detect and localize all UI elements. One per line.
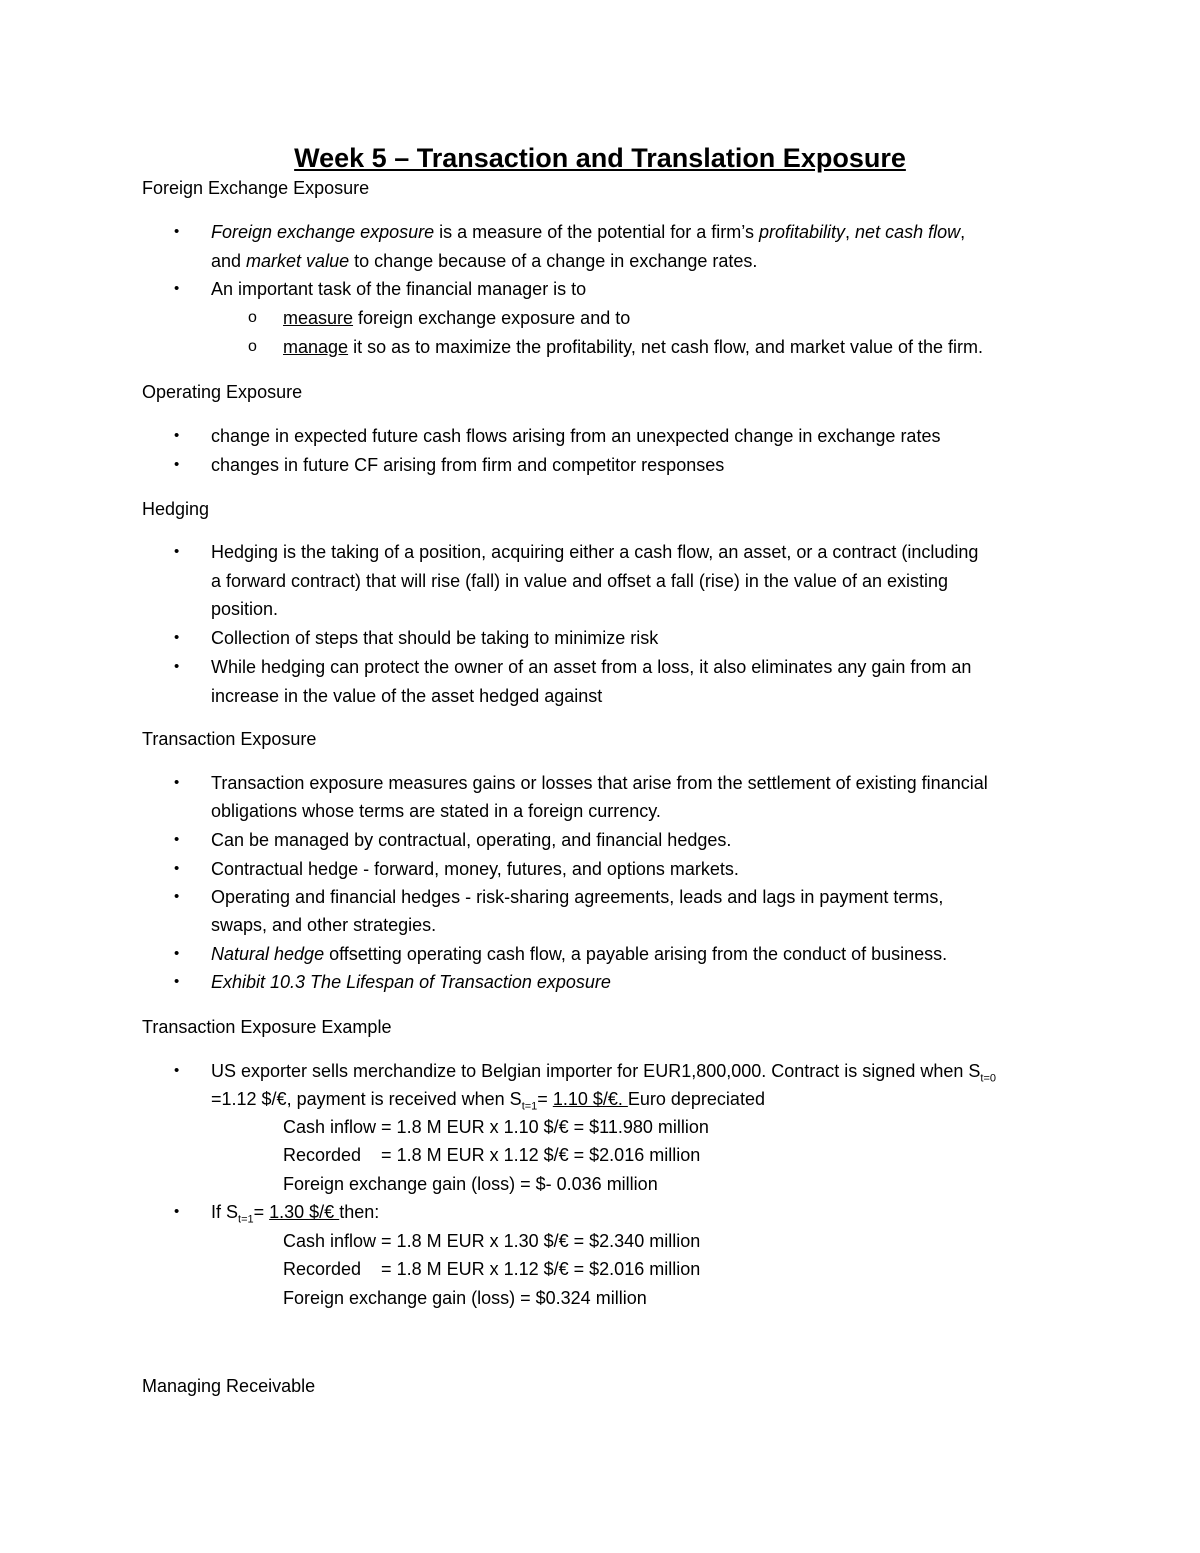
list-item-fx-definition: [211, 218, 965, 246]
bullet-marker: •: [174, 543, 180, 560]
bullet-marker: •: [174, 888, 180, 905]
sub-bullet-marker: o: [248, 309, 257, 326]
subscript-t1: t=1: [238, 1213, 254, 1226]
list-item-transaction-managed: Can be managed by contractual, operating, and financial hedges.: [211, 830, 732, 850]
bullet-marker: •: [174, 658, 180, 675]
subscript-t0: t=0: [980, 1072, 996, 1085]
bullet-marker: •: [174, 456, 180, 473]
list-item-transaction-definition-cont: obligations whose terms are stated in a foreign currency.: [211, 801, 661, 821]
text-span: =: [253, 1202, 270, 1222]
text-span: ,: [845, 222, 856, 242]
term-market-value: market value: [246, 251, 350, 271]
list-item-hedging-definition-cont: position.: [211, 599, 279, 619]
list-item-operating-2: changes in future CF arising from firm and competitor responses: [211, 455, 725, 475]
list-item-hedging-tradeoff-cont: increase in the value of the asset hedged against: [211, 686, 603, 706]
subscript-t1: t=1: [521, 1100, 538, 1113]
list-item-contractual-hedge: Contractual hedge - forward, money, futures, and options markets.: [211, 859, 739, 879]
list-item-hedging-definition: Hedging is the taking of a position, acquiring either a cash flow, an asset, or a contract (including: [211, 542, 979, 562]
text-span: it so as to maximize the profitability, net cash flow, and market value of the firm.: [348, 337, 984, 357]
bullet-marker: •: [174, 223, 180, 240]
calc-recorded-1: Recorded = 1.8 M EUR x 1.12 $/€ = $2.016 million: [283, 1145, 701, 1165]
term-profitability: profitability: [758, 222, 846, 242]
bullet-marker: •: [174, 973, 180, 990]
list-item-fx-definition-cont: [211, 247, 757, 275]
list-item-financial-manager-task: An important task of the financial manager is to: [211, 279, 587, 299]
calc-fx-gain-1: Foreign exchange gain (loss) = $- 0.036 million: [283, 1174, 658, 1194]
underlined-rate: 1.10 $/€.: [552, 1089, 628, 1109]
text-span: US exporter sells merchandize to Belgian importer for EUR1,800,000. Contract is signed when S: [211, 1061, 981, 1081]
list-item-hedging-tradeoff: While hedging can protect the owner of an asset from a loss, it also eliminates any gain from an: [211, 657, 972, 677]
sub-item-manage: [283, 333, 983, 361]
list-item-hedging-definition-cont: a forward contract) that will rise (fall) in value and offset a fall (rise) in the value of an existing: [211, 571, 949, 591]
calc-cash-inflow-1: Cash inflow = 1.8 M EUR x 1.10 $/€ = $11.980 million: [283, 1117, 709, 1137]
text-span: and: [211, 251, 247, 271]
underlined-rate: 1.30 $/€: [269, 1202, 340, 1222]
bullet-marker: •: [174, 427, 180, 444]
text-span: =: [537, 1089, 553, 1109]
list-item-exhibit-reference: Exhibit 10.3 The Lifespan of Transaction exposure: [211, 972, 611, 992]
list-item-operating-1: change in expected future cash flows arising from an unexpected change in exchange rates: [211, 426, 941, 446]
section-heading-example: Transaction Exposure Example: [142, 1017, 392, 1037]
section-heading-hedging: Hedging: [142, 499, 210, 519]
text-span: =1.12 $/€, payment is received when S: [211, 1089, 522, 1109]
text-span: then:: [339, 1202, 380, 1222]
calc-fx-gain-2: Foreign exchange gain (loss) = $0.324 million: [283, 1288, 647, 1308]
term-net-cash-flow: net cash flow: [855, 222, 961, 242]
bullet-marker: •: [174, 1203, 180, 1220]
bullet-marker: •: [174, 1062, 180, 1079]
page-title: Week 5 – Transaction and Translation Exposure: [294, 143, 906, 173]
list-item-natural-hedge: [211, 940, 947, 968]
sub-bullet-marker: o: [248, 338, 257, 355]
term-fx-exposure: Foreign exchange exposure: [211, 222, 435, 242]
list-item-transaction-definition: Transaction exposure measures gains or losses that arise from the settlement of existing financial: [211, 773, 988, 793]
text-span: offsetting operating cash flow, a payable arising from the conduct of business.: [324, 944, 948, 964]
section-heading-transaction-exposure: Transaction Exposure: [142, 729, 317, 749]
sub-item-measure: [283, 304, 630, 332]
bullet-marker: •: [174, 774, 180, 791]
text-span: to change because of a change in exchange rates.: [349, 251, 758, 271]
list-item-operating-financial-hedges-cont: swaps, and other strategies.: [211, 915, 437, 935]
calc-cash-inflow-2: Cash inflow = 1.8 M EUR x 1.30 $/€ = $2.340 million: [283, 1231, 701, 1251]
text-span: If S: [211, 1202, 239, 1222]
bullet-marker: •: [174, 860, 180, 877]
text-span: ,: [960, 222, 966, 242]
text-span: foreign exchange exposure and to: [353, 308, 631, 328]
calc-recorded-2: Recorded = 1.8 M EUR x 1.12 $/€ = $2.016 million: [283, 1259, 701, 1279]
term-natural-hedge: Natural hedge: [211, 944, 325, 964]
bullet-marker: •: [174, 629, 180, 646]
bullet-marker: •: [174, 831, 180, 848]
text-span: Euro depreciated: [627, 1089, 765, 1109]
list-item-hedging-steps: Collection of steps that should be taking to minimize risk: [211, 628, 659, 648]
list-item-operating-financial-hedges: Operating and financial hedges - risk-sharing agreements, leads and lags in payment terms,: [211, 887, 944, 907]
section-heading-fx-exposure: Foreign Exchange Exposure: [142, 178, 370, 198]
text-span: is a measure of the potential for a firm’s: [434, 222, 759, 242]
underlined-term-measure: measure: [283, 308, 354, 328]
bullet-marker: •: [174, 280, 180, 297]
section-heading-operating-exposure: Operating Exposure: [142, 382, 303, 402]
underlined-term-manage: manage: [283, 337, 349, 357]
bullet-marker: •: [174, 945, 180, 962]
section-heading-managing-receivable: Managing Receivable: [142, 1376, 316, 1396]
